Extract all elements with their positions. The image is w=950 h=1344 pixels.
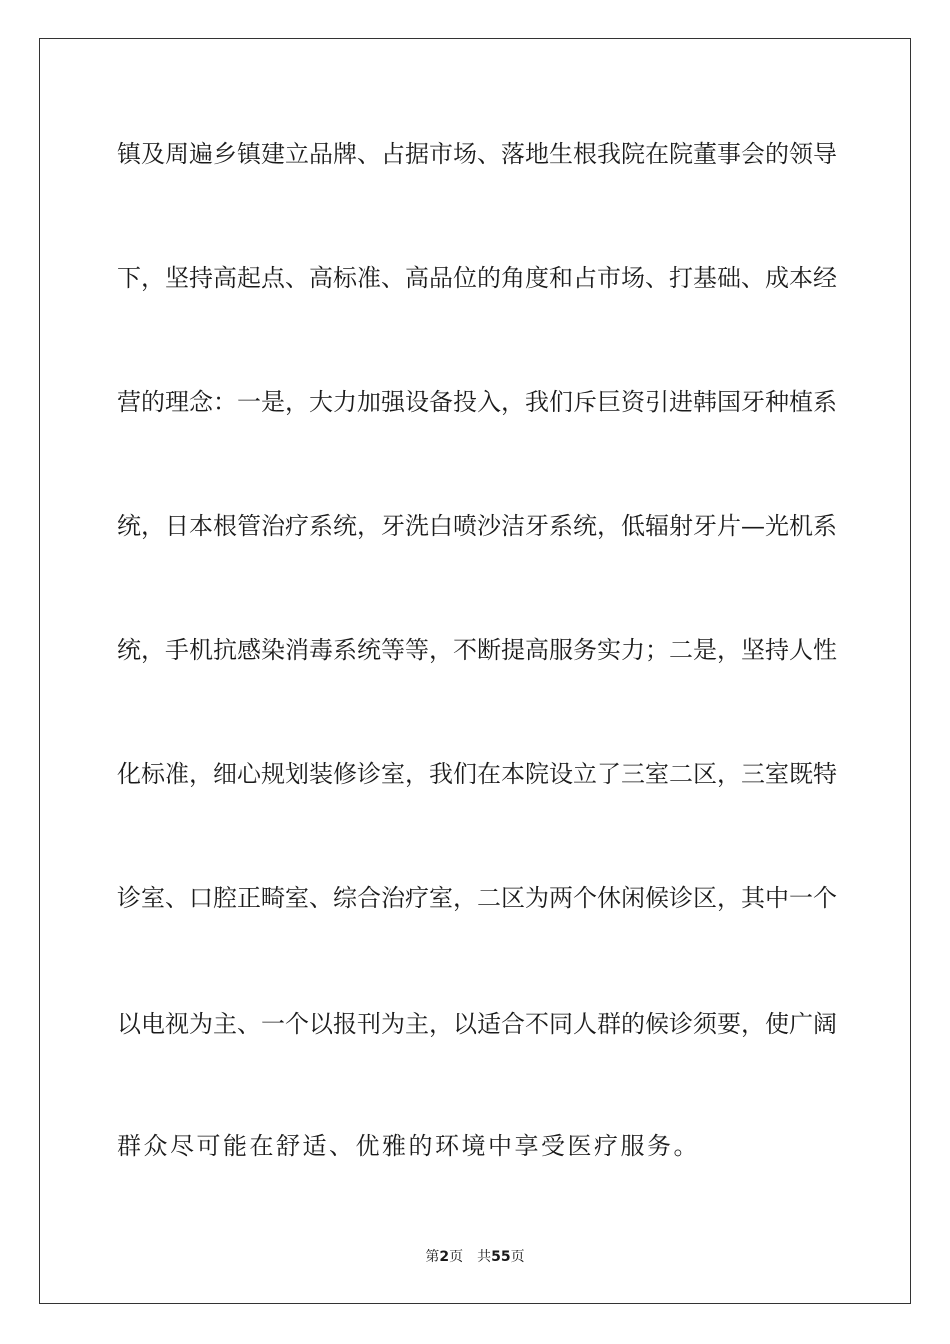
page-footer bbox=[0, 1246, 950, 1266]
text-line: 诊室、口腔正畸室、综合治疗室，二区为两个休闲候诊区，其中一个 bbox=[117, 884, 837, 912]
text-line: 营的理念：一是，大力加强设备投入，我们斥巨资引进韩国牙种植系 bbox=[117, 388, 837, 416]
page-number: 2 bbox=[439, 1249, 450, 1265]
text-line: 以电视为主、一个以报刊为主，以适合不同人群的候诊须要，使广阔 bbox=[117, 1010, 837, 1038]
text-line: 下，坚持高起点、高标准、高品位的角度和占市场、打基础、成本经 bbox=[117, 264, 837, 292]
page-suffix: 页 bbox=[449, 1249, 464, 1265]
text-line: 统，日本根管治疗系统，牙洗白喷沙洁牙系统，低辐射牙片—光机系 bbox=[117, 512, 837, 540]
total-suffix: 页 bbox=[510, 1249, 525, 1265]
total-pages: 55 bbox=[491, 1249, 511, 1265]
page-prefix: 第 bbox=[425, 1249, 440, 1265]
text-line-last: 群众尽可能在舒适、优雅的环境中享受医疗服务。 bbox=[117, 1132, 700, 1160]
page-border bbox=[39, 38, 911, 1304]
total-prefix: 共 bbox=[477, 1249, 492, 1265]
text-line: 镇及周遍乡镇建立品牌、占据市场、落地生根我院在院董事会的领导 bbox=[117, 140, 837, 168]
text-line: 统，手机抗感染消毒系统等等，不断提高服务实力；二是，坚持人性 bbox=[117, 636, 837, 664]
text-line: 化标准，细心规划装修诊室，我们在本院设立了三室二区，三室既特 bbox=[117, 760, 837, 788]
